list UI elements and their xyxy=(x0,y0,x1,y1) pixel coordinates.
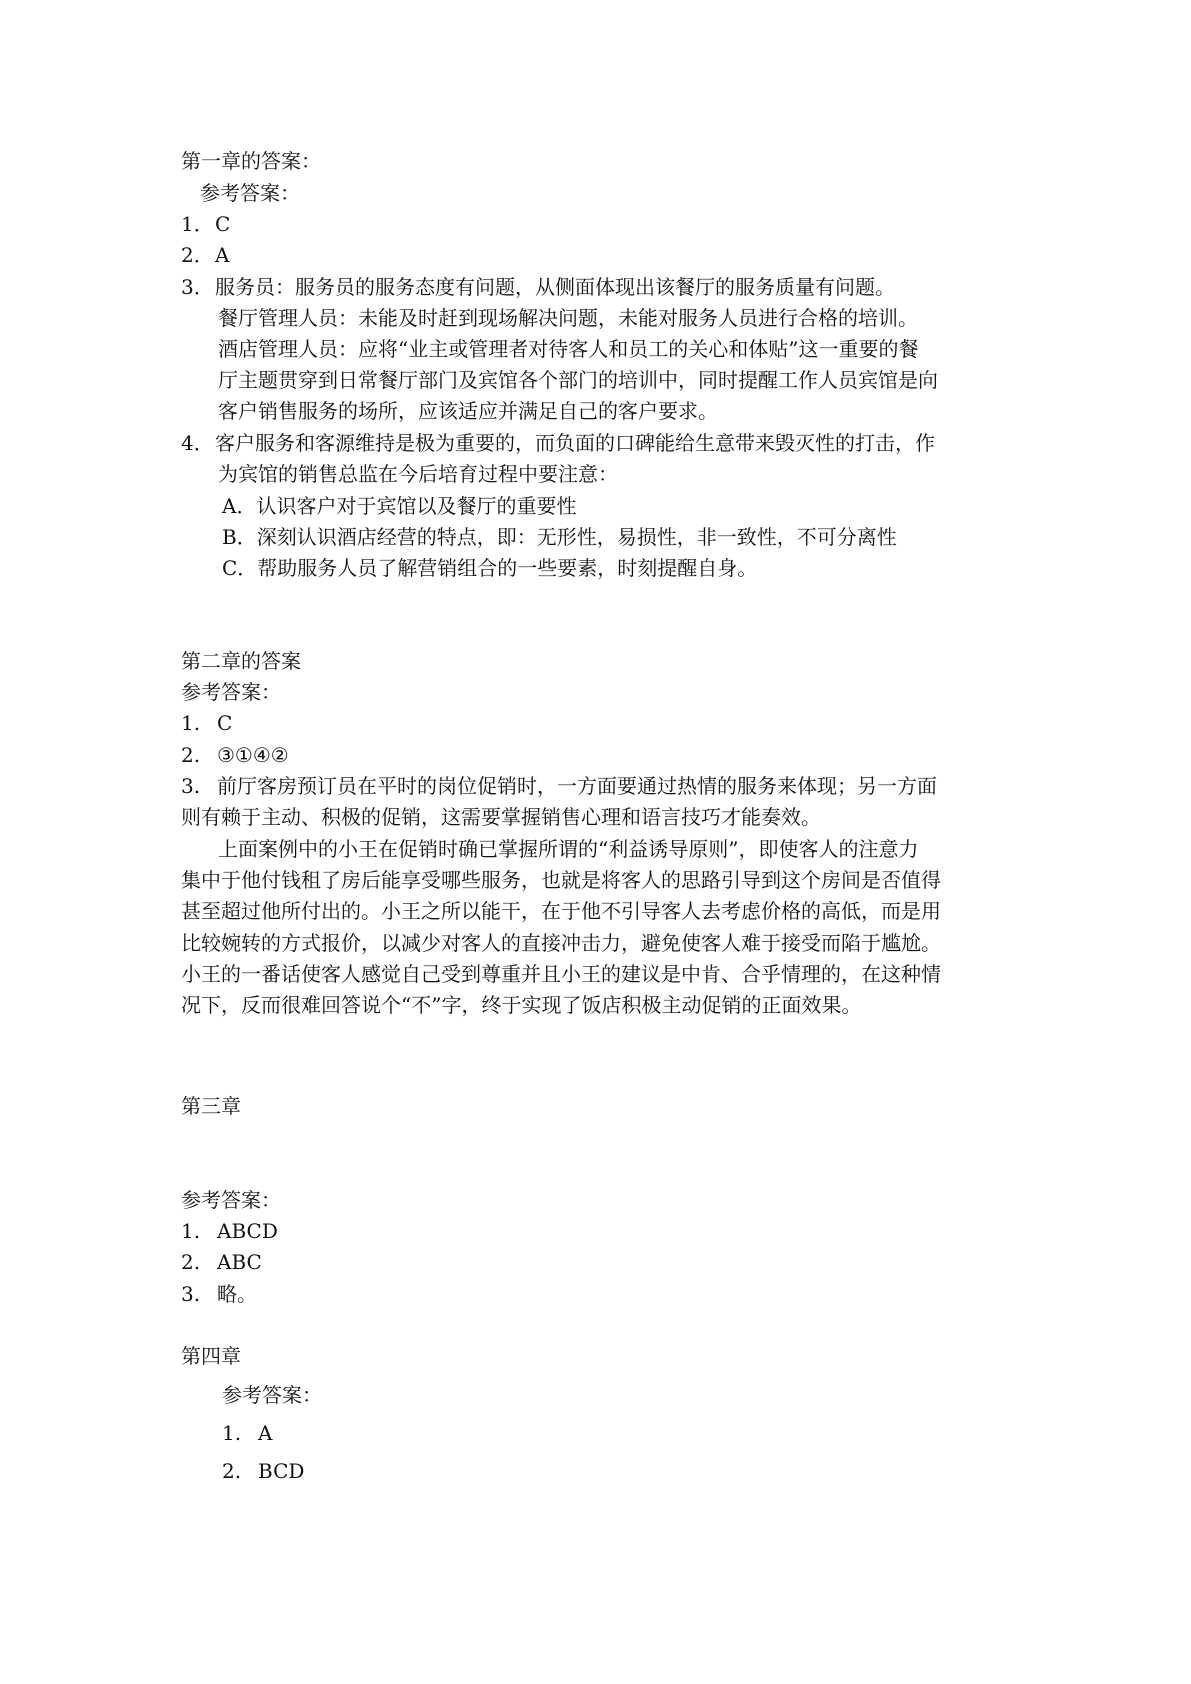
chapter1-heading: 第一章的答案： xyxy=(181,149,321,173)
answer-text: ABCD xyxy=(217,1219,278,1243)
answer-number: 2. xyxy=(181,1250,201,1274)
answer-text: 前厅客房预订员在平时的岗位促销时，一方面要通过热情的服务来体现；另一方面 xyxy=(217,774,937,798)
chapter1-answer-4-item-b: B．深刻认识酒店经营的特点，即：无形性，易损性，非一致性，不可分离性 xyxy=(222,525,897,549)
chapter4-heading: 第四章 xyxy=(181,1344,241,1368)
answer-text: 客户服务和客源维持是极为重要的，而负面的口碑能给生意带来毁灭性的打击，作 xyxy=(215,431,935,455)
chapter1-answer-4-line2: 为宾馆的销售总监在今后培育过程中要注意： xyxy=(218,462,618,486)
chapter4-answer-2 xyxy=(222,1456,304,1486)
answer-text: C xyxy=(217,711,233,735)
chapter2-paragraph-line6: 况下，反而很难回答说个“不”字，终于实现了饭店积极主动促销的正面效果。 xyxy=(181,993,862,1017)
chapter2-answer-3-line2: 则有赖于主动、积极的促销，这需要掌握销售心理和语言技巧才能奏效。 xyxy=(181,805,821,829)
answer-number: 1． xyxy=(181,212,214,236)
chapter1-answer-4 xyxy=(181,428,935,458)
chapter1-answer-2 xyxy=(181,240,229,270)
answer-number: 1. xyxy=(181,711,201,735)
chapter1-answer-4-item-a: A．认识客户对于宾馆以及餐厅的重要性 xyxy=(222,494,577,518)
chapter3-heading: 第三章 xyxy=(181,1094,241,1118)
chapter2-paragraph-line4: 比较婉转的方式报价，以减少对客人的直接冲击力，避免使客人难于接受而陷于尴尬。 xyxy=(181,931,941,955)
chapter1-reference-label: 参考答案： xyxy=(200,181,300,205)
answer-text: 服务员：服务员的服务态度有问题，从侧面体现出该餐厅的服务质量有问题。 xyxy=(215,275,895,299)
answer-number: 3． xyxy=(181,275,214,299)
answer-number: 1. xyxy=(181,1219,201,1243)
answer-number: 3. xyxy=(181,1282,201,1306)
answer-number: 2. xyxy=(181,743,201,767)
chapter4-reference-label: 参考答案： xyxy=(222,1383,322,1407)
answer-text: A xyxy=(215,243,230,267)
chapter1-answer-3-line4: 厅主题贯穿到日常餐厅部门及宾馆各个部门的培训中，同时提醒工作人员宾馆是向 xyxy=(218,368,938,392)
chapter1-answer-3 xyxy=(181,272,895,302)
chapter2-answer-3 xyxy=(181,771,937,801)
answer-text: ③①④② xyxy=(217,743,289,767)
chapter2-heading: 第二章的答案 xyxy=(181,649,301,673)
chapter2-paragraph-line2: 集中于他付钱租了房后能享受哪些服务，也就是将客人的思路引导到这个房间是否值得 xyxy=(181,868,941,892)
chapter2-paragraph-line1: 上面案例中的小王在促销时确已掌握所谓的“利益诱导原则”，即使客人的注意力 xyxy=(218,837,919,861)
chapter2-answer-2 xyxy=(181,740,289,770)
answer-text: 略。 xyxy=(217,1282,257,1306)
chapter1-answer-4-item-c: C．帮助服务人员了解营销组合的一些要素，时刻提醒自身。 xyxy=(222,556,758,580)
answer-number: 3. xyxy=(181,774,201,798)
chapter3-answer-2 xyxy=(181,1247,262,1277)
answer-number: 1. xyxy=(222,1421,242,1445)
answer-text: A xyxy=(258,1421,273,1445)
answer-number: 2． xyxy=(181,243,214,267)
chapter3-answer-1 xyxy=(181,1216,278,1246)
chapter4-answer-1 xyxy=(222,1418,272,1448)
answer-number: 4． xyxy=(181,431,214,455)
chapter1-answer-3-line2: 餐厅管理人员：未能及时赶到现场解决问题，未能对服务人员进行合格的培训。 xyxy=(218,306,918,330)
chapter2-answer-1 xyxy=(181,708,232,738)
chapter1-answer-3-line3: 酒店管理人员：应将“业主或管理者对待客人和员工的关心和体贴”这一重要的餐 xyxy=(218,337,919,361)
chapter1-answer-1 xyxy=(181,209,230,239)
answer-text: ABC xyxy=(217,1250,262,1274)
answer-number: 2. xyxy=(222,1459,242,1483)
chapter3-reference-label: 参考答案： xyxy=(181,1188,281,1212)
chapter2-paragraph-line3: 甚至超过他所付出的。小王之所以能干，在于他不引导客人去考虑价格的高低，而是用 xyxy=(181,899,941,923)
chapter2-reference-label: 参考答案： xyxy=(181,680,281,704)
answer-text: BCD xyxy=(258,1459,305,1483)
chapter2-paragraph-line5: 小王的一番话使客人感觉自己受到尊重并且小王的建议是中肯、合乎情理的，在这种情 xyxy=(181,962,941,986)
chapter1-answer-3-line5: 客户销售服务的场所，应该适应并满足自己的客户要求。 xyxy=(218,399,718,423)
answer-text: C xyxy=(215,212,231,236)
chapter3-answer-3 xyxy=(181,1279,257,1309)
